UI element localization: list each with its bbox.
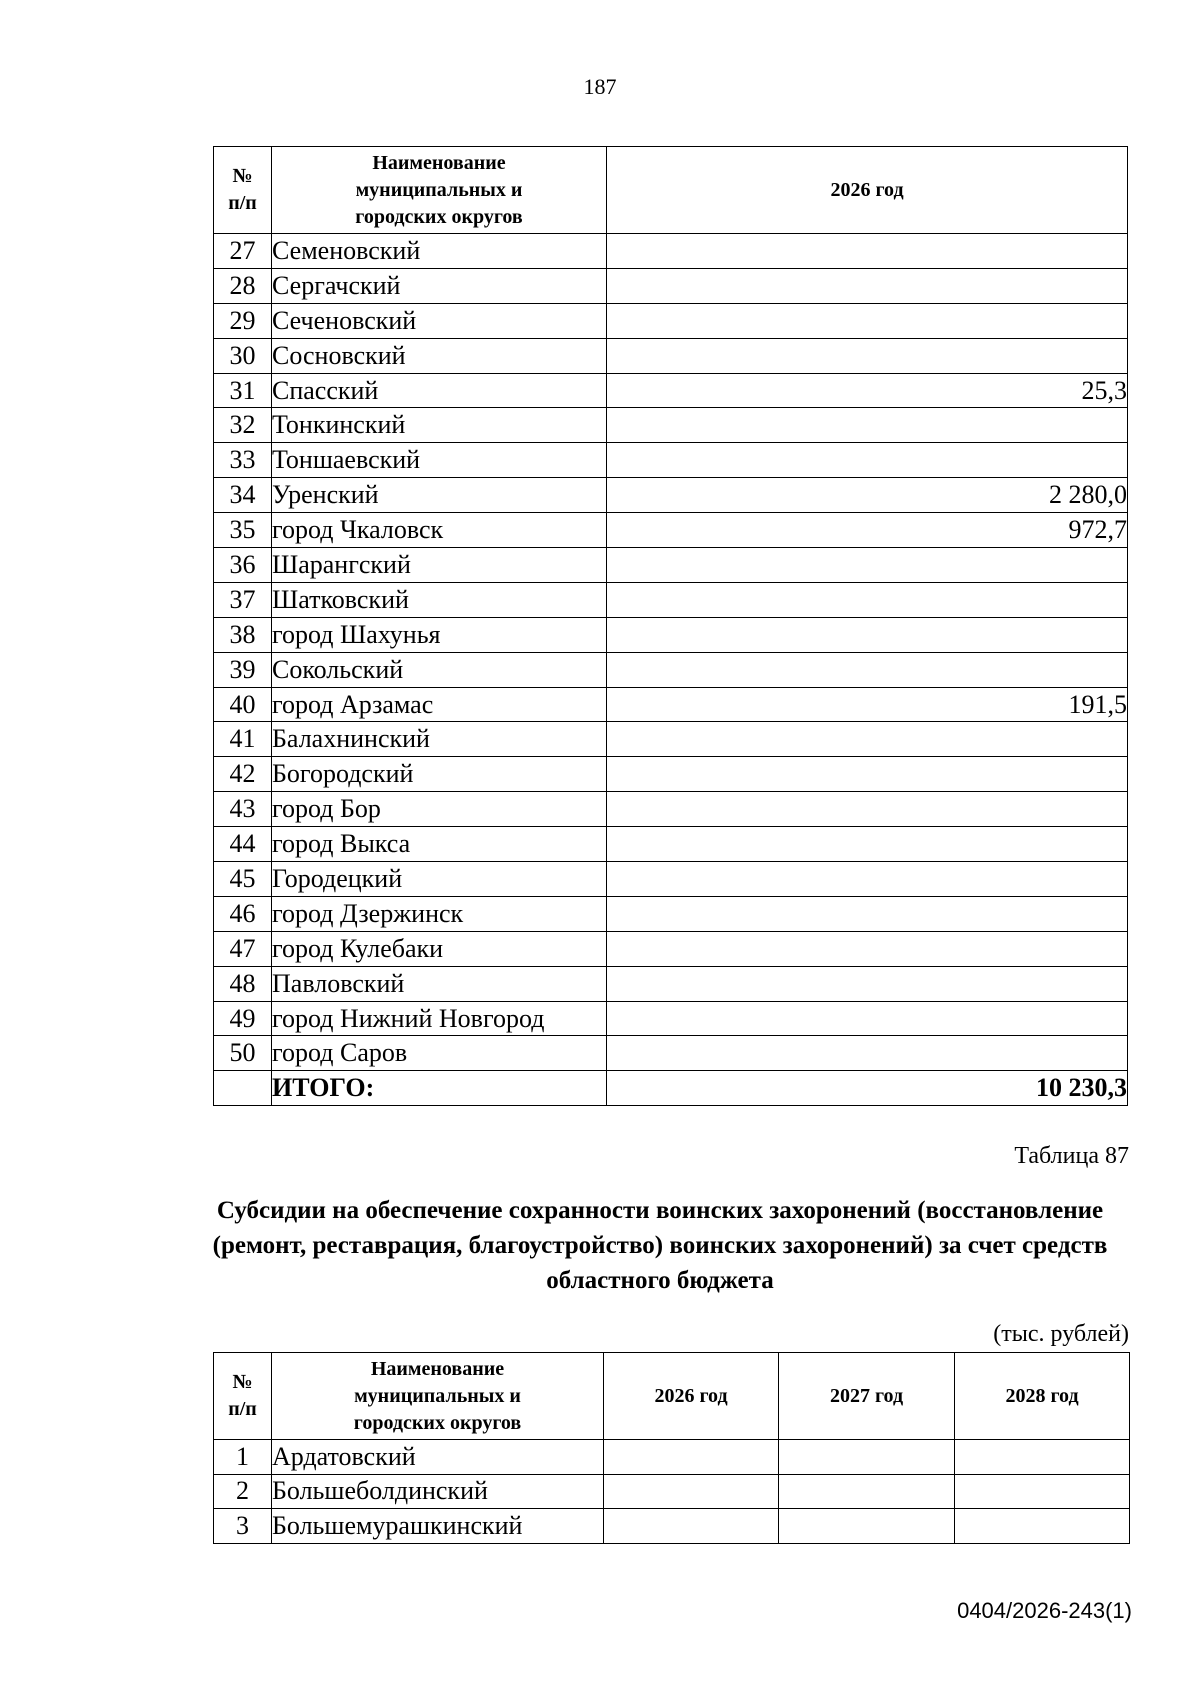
value-2026 (607, 827, 1128, 862)
page-number: 187 (583, 74, 617, 99)
district-name: Сеченовский (272, 303, 607, 338)
value-2028 (955, 1474, 1130, 1509)
table-row (214, 268, 1128, 303)
district-name: город Выкса (272, 827, 607, 862)
value-2026: 25,3 (607, 373, 1128, 408)
row-number: 1 (214, 1440, 272, 1475)
row-number: 38 (214, 617, 272, 652)
header-name: Наименование муниципальных и городских округов (272, 1353, 604, 1440)
row-number: 34 (214, 478, 272, 513)
row-number: 48 (214, 966, 272, 1001)
row-number: 49 (214, 1001, 272, 1036)
row-number: 44 (214, 827, 272, 862)
district-name: Шарангский (272, 548, 607, 583)
district-name: город Арзамас (272, 687, 607, 722)
district-name: Большемурашкинский (272, 1509, 604, 1544)
table-row (214, 373, 1128, 408)
value-2026 (607, 652, 1128, 687)
value-2026 (607, 408, 1128, 443)
value-2026 (607, 268, 1128, 303)
table-body (214, 1440, 1130, 1544)
row-number: 39 (214, 652, 272, 687)
value-2026 (607, 722, 1128, 757)
table-row (214, 234, 1128, 269)
table-title: Субсидии на обеспечение сохранности воинских захоронений (восстановление (ремонт, реставрация, благоустройство) воинских захоронений) за счет средств областного бюджета (212, 1197, 1108, 1294)
district-name: Семеновский (272, 234, 607, 269)
header-2028: 2028 год (955, 1353, 1130, 1440)
district-name: Богородский (272, 757, 607, 792)
row-number: 42 (214, 757, 272, 792)
table-row (214, 1474, 1130, 1509)
header-num: № п/п (214, 147, 272, 234)
district-name: Тоншаевский (272, 443, 607, 478)
header-2027: 2027 год (779, 1353, 955, 1440)
district-name: город Нижний Новгород (272, 1001, 607, 1036)
row-number: 46 (214, 896, 272, 931)
value-2026 (607, 792, 1128, 827)
district-name: Павловский (272, 966, 607, 1001)
row-number: 28 (214, 268, 272, 303)
value-2026: 2 280,0 (607, 478, 1128, 513)
table-body (214, 234, 1128, 1106)
value-2026 (607, 617, 1128, 652)
total-label: ИТОГО: (272, 1071, 607, 1106)
value-2027 (779, 1440, 955, 1475)
district-name: город Шахунья (272, 617, 607, 652)
value-2026 (607, 757, 1128, 792)
district-name: город Кулебаки (272, 931, 607, 966)
table-row (214, 582, 1128, 617)
value-2027 (779, 1474, 955, 1509)
row-number: 43 (214, 792, 272, 827)
row-number: 30 (214, 338, 272, 373)
table-row (214, 652, 1128, 687)
table-row (214, 443, 1128, 478)
table-row (214, 862, 1128, 897)
table-row (214, 757, 1128, 792)
table-row (214, 827, 1128, 862)
value-2026 (607, 338, 1128, 373)
table-row (214, 478, 1128, 513)
row-number: 36 (214, 548, 272, 583)
value-2026: 191,5 (607, 687, 1128, 722)
table-header-row (214, 1353, 1130, 1440)
row-number: 3 (214, 1509, 272, 1544)
header-name: Наименование муниципальных и городских округов (272, 147, 607, 234)
district-name: Тонкинский (272, 408, 607, 443)
district-name: Балахнинский (272, 722, 607, 757)
value-2026 (607, 548, 1128, 583)
value-2026 (607, 234, 1128, 269)
header-num: № п/п (214, 1353, 272, 1440)
row-number: 40 (214, 687, 272, 722)
row-number: 29 (214, 303, 272, 338)
value-2026 (607, 862, 1128, 897)
total-num (214, 1071, 272, 1106)
value-2028 (955, 1509, 1130, 1544)
table-row (214, 617, 1128, 652)
table-row (214, 722, 1128, 757)
row-number: 31 (214, 373, 272, 408)
row-number: 27 (214, 234, 272, 269)
district-name: Сосновский (272, 338, 607, 373)
table-row (214, 931, 1128, 966)
district-name: Сокольский (272, 652, 607, 687)
district-name: Уренский (272, 478, 607, 513)
value-2026: 972,7 (607, 513, 1128, 548)
header-2026: 2026 год (604, 1353, 779, 1440)
row-number: 35 (214, 513, 272, 548)
value-2026 (604, 1474, 779, 1509)
district-name: Ардатовский (272, 1440, 604, 1475)
district-name: город Бор (272, 792, 607, 827)
value-2026 (607, 966, 1128, 1001)
district-name: город Саров (272, 1036, 607, 1071)
row-number: 32 (214, 408, 272, 443)
district-name: Спасский (272, 373, 607, 408)
row-number: 47 (214, 931, 272, 966)
value-2028 (955, 1440, 1130, 1475)
table-row (214, 303, 1128, 338)
value-2026 (604, 1440, 779, 1475)
table-row (214, 687, 1128, 722)
allocation-table (213, 146, 1128, 1106)
row-number: 45 (214, 862, 272, 897)
table-row (214, 1036, 1128, 1071)
district-name: Большеболдинский (272, 1474, 604, 1509)
value-2026 (607, 303, 1128, 338)
district-name: город Чкаловск (272, 513, 607, 548)
total-value: 10 230,3 (607, 1071, 1128, 1106)
district-name: Сергачский (272, 268, 607, 303)
units-label: (тыс. рублей) (993, 1321, 1129, 1347)
value-2026 (607, 896, 1128, 931)
table-row (214, 408, 1128, 443)
row-number: 50 (214, 1036, 272, 1071)
value-2026 (607, 1001, 1128, 1036)
table-row (214, 896, 1128, 931)
table-row (214, 792, 1128, 827)
table-row (214, 1440, 1130, 1475)
district-name: Шатковский (272, 582, 607, 617)
table-row (214, 1001, 1128, 1036)
document-code: 0404/2026-243(1) (957, 1598, 1132, 1623)
value-2026 (607, 443, 1128, 478)
subsidy-table (213, 1352, 1130, 1544)
value-2027 (779, 1509, 955, 1544)
table-row (214, 548, 1128, 583)
table-caption: Таблица 87 (1014, 1143, 1129, 1169)
table-row (214, 1509, 1130, 1544)
table-row (214, 338, 1128, 373)
value-2026 (607, 931, 1128, 966)
table-row (214, 513, 1128, 548)
row-number: 37 (214, 582, 272, 617)
header-2026: 2026 год (607, 147, 1128, 234)
value-2026 (607, 1036, 1128, 1071)
row-number: 41 (214, 722, 272, 757)
total-row (214, 1071, 1128, 1106)
district-name: Городецкий (272, 862, 607, 897)
district-name: город Дзержинск (272, 896, 607, 931)
value-2026 (607, 582, 1128, 617)
table-header-row (214, 147, 1128, 234)
row-number: 2 (214, 1474, 272, 1509)
value-2026 (604, 1509, 779, 1544)
table-row (214, 966, 1128, 1001)
row-number: 33 (214, 443, 272, 478)
